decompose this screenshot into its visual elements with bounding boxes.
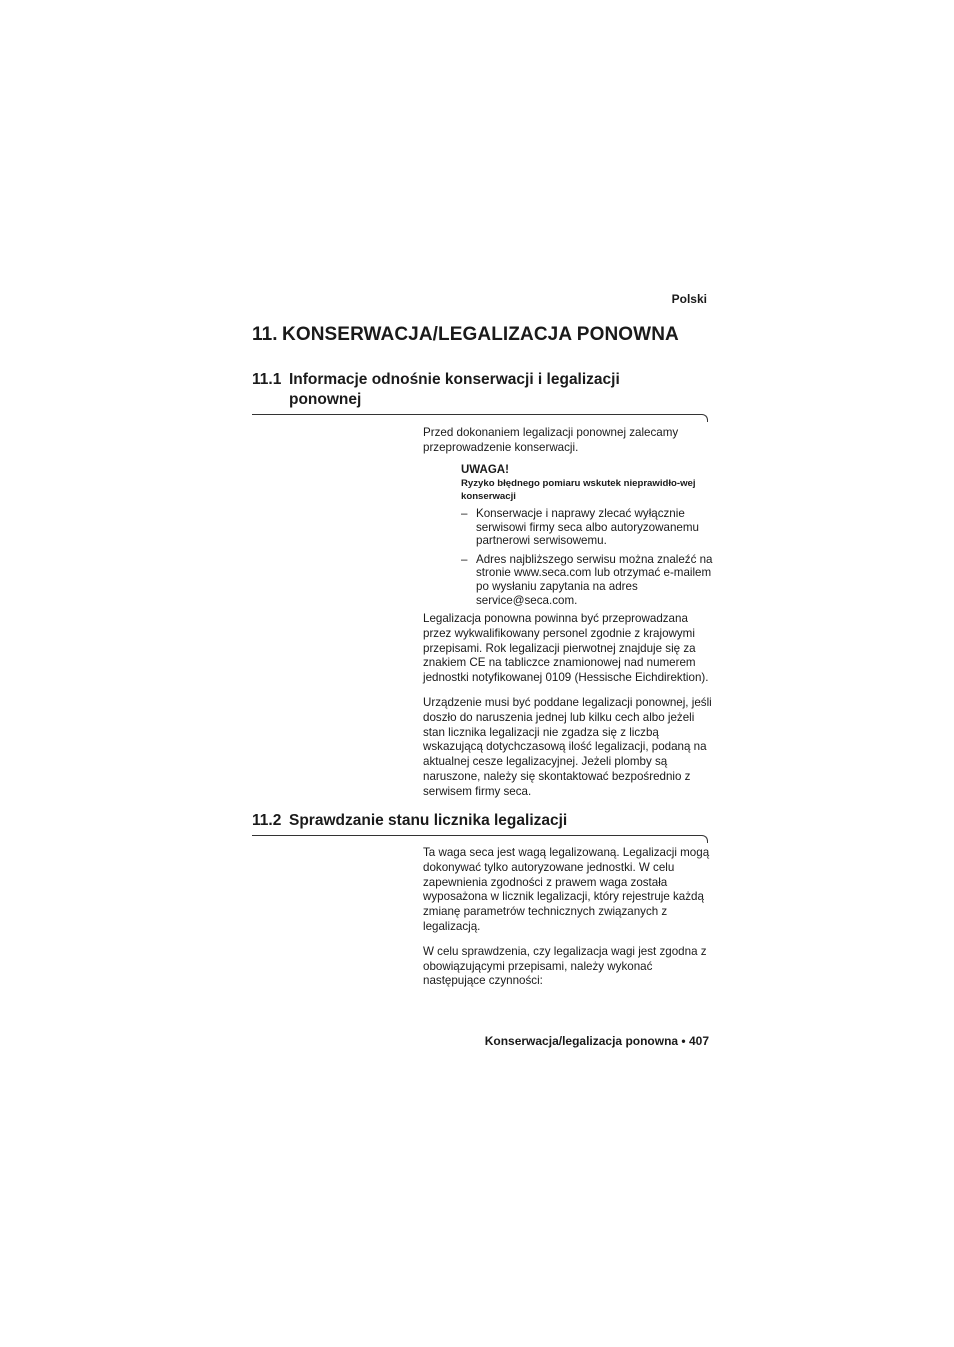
- warning-box: [461, 463, 713, 612]
- section-1-intro: Przed dokonaniem legalizacji ponownej zalecamy przeprowadzenie konserwacji.: [423, 426, 679, 454]
- chapter-number: 11.: [252, 324, 278, 345]
- section-2-heading: [252, 811, 672, 831]
- chapter-heading: [252, 324, 679, 346]
- dash-bullet-icon: –: [461, 507, 468, 520]
- warning-item: [461, 507, 713, 548]
- section-2-paragraph: Ta waga seca jest wagą legalizowaną. Legalizacji mogą dokonywać tylko autoryzowane jednostki. W celu zapewnienia zgodności z prawem waga została wyposażona w licznik legalizacji, który rejestruje każdą zmianę parametrów technicznych związanych z legalizacją.: [423, 846, 710, 933]
- section-1-rule: [252, 414, 701, 415]
- chapter-title: KONSERWACJA/LEGALIZACJA PONOWNA: [282, 324, 679, 345]
- section-2-rule: [252, 835, 701, 836]
- warning-item: [461, 553, 713, 607]
- warning-list: [461, 507, 713, 607]
- section-1-paragraph: Legalizacja ponowna powinna być przeprowadzana przez wykwalifikowany personel zgodnie z krajowymi przepisami. Rok legalizacji pierwotnej znajduje się za znakiem CE na tabliczce znamionowej nad numerem jednostki notyfikowanej 0109 (Hessische Eichdirektion).: [423, 612, 709, 685]
- section-2-paragraph: W celu sprawdzenia, czy legalizacja wagi jest zgodna z obowiązującymi przepisami, należy wykonać następujące czynności:: [423, 944, 707, 988]
- section-2-number: 11.2: [252, 812, 282, 829]
- warning-subtitle: Ryzyko błędnego pomiaru wskutek nieprawidło-wej konserwacji: [461, 478, 696, 502]
- warning-item-text: Adres najbliższego serwisu można znaleźć na stronie www.seca.com lub otrzymać e-mailem po wysłaniu zapytania na adres service@seca.com.: [476, 552, 713, 607]
- section-2-title: Sprawdzanie stanu licznika legalizacji: [289, 812, 568, 829]
- section-1-heading: [252, 370, 672, 410]
- page-footer: Konserwacja/legalizacja ponowna • 407: [484, 1034, 709, 1048]
- section-1-body: [423, 612, 715, 810]
- section-1-number: 11.1: [252, 371, 282, 388]
- language-label: Polski: [671, 292, 707, 306]
- section-1-intro-block: [423, 426, 715, 466]
- dash-bullet-icon: –: [461, 552, 468, 566]
- warning-item-text: Konserwacje i naprawy zlecać wyłącznie serwisowi firmy seca albo autoryzowanemu partnerowi serwisowemu.: [476, 507, 699, 548]
- section-1-paragraph: Urządzenie musi być poddane legalizacji ponownej, jeśli doszło do naruszenia jednej lub kilku cech albo jeżeli stan licznika legalizacji nie zgadza się z liczbą wskazującą dotychczasową ilość legalizacji, podaną na aktualnej cesze legalizacyjnej. Jeżeli plomby są naruszone, należy się skontaktować bezpośrednio z serwisem firmy seca.: [423, 695, 712, 798]
- warning-title: UWAGA!: [461, 464, 509, 476]
- section-1-rule-hook: [701, 414, 708, 422]
- section-2-rule-hook: [701, 835, 708, 843]
- section-2-body: [423, 846, 715, 999]
- section-1-title: Informacje odnośnie konserwacji i legalizacji ponownej: [289, 371, 620, 408]
